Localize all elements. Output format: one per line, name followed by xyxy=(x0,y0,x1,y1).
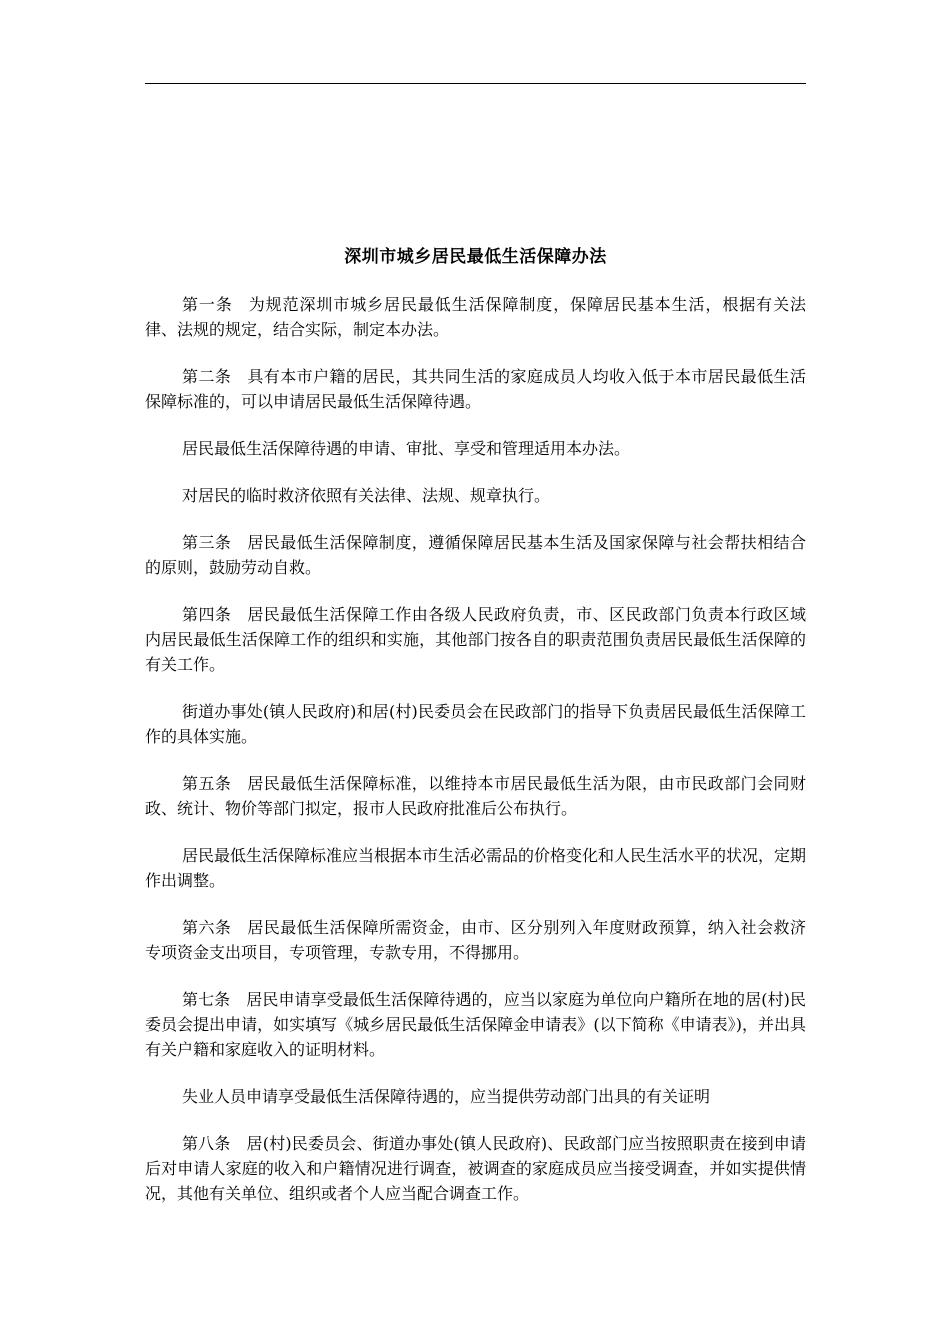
header-rule xyxy=(145,83,806,84)
paragraph-article-7-unemployed xyxy=(145,1084,806,1109)
paragraph-article-2-relief xyxy=(145,483,806,508)
paragraph-text: 具有本市户籍的居民，其共同生活的家庭成员人均收入低于本市居民最低生活保障标准的，可以申请居民最低生活保障待遇。 xyxy=(145,367,806,411)
document-title: 深圳市城乡居民最低生活保障办法 xyxy=(344,247,607,267)
paragraph-article-4 xyxy=(145,602,806,677)
paragraph-article-6 xyxy=(145,915,806,965)
article-number: 第八条 xyxy=(182,1134,231,1153)
paragraph-text: 失业人员申请享受最低生活保障待遇的，应当提供劳动部门出具的有关证明 xyxy=(182,1087,711,1106)
paragraph-text: 居民最低生活保障待遇的申请、审批、享受和管理适用本办法。 xyxy=(182,439,631,458)
paragraph-article-1 xyxy=(145,292,806,342)
paragraph-text: 居民最低生活保障所需资金，由市、区分别列入年度财政预算，纳入社会救济专项资金支出项目，专项管理，专款专用，不得挪用。 xyxy=(145,918,806,962)
paragraph-article-2-scope xyxy=(145,436,806,461)
paragraph-article-5 xyxy=(145,771,806,821)
article-number: 第二条 xyxy=(182,367,232,386)
article-number: 第一条 xyxy=(182,295,233,314)
article-number: 第六条 xyxy=(182,918,232,937)
paragraph-article-8 xyxy=(145,1131,806,1206)
paragraph-text: 居民申请享受最低生活保障待遇的，应当以家庭为单位向户籍所在地的居(村)民委员会提出申请，如实填写《城乡居民最低生活保障金申请表》(以下简称《申请表》)，并出具有关户籍和家庭收入的证明材料。 xyxy=(145,990,806,1059)
paragraph-article-7 xyxy=(145,987,806,1062)
paragraph-article-2 xyxy=(145,364,806,414)
paragraph-article-4-street xyxy=(145,699,806,749)
paragraph-text: 居民最低生活保障标准应当根据本市生活必需品的价格变化和人民生活水平的状况，定期作出调整。 xyxy=(145,846,807,890)
paragraph-text: 对居民的临时救济依照有关法律、法规、规章执行。 xyxy=(182,486,551,505)
article-number: 第七条 xyxy=(182,990,231,1009)
paragraph-text: 居民最低生活保障标准，以维持本市居民最低生活为限，由市民政部门会同财政、统计、物价等部门拟定，报市人民政府批准后公布执行。 xyxy=(145,774,806,818)
paragraph-text: 为规范深圳市城乡居民最低生活保障制度，保障居民基本生活，根据有关法律、法规的规定，结合实际，制定本办法。 xyxy=(145,295,806,339)
paragraph-text: 街道办事处(镇人民政府)和居(村)民委员会在民政部门的指导下负责居民最低生活保障工作的具体实施。 xyxy=(145,702,806,746)
paragraph-text: 居民最低生活保障工作由各级人民政府负责，市、区民政部门负责本行政区域内居民最低生活保障工作的组织和实施，其他部门按各自的职责范围负责居民最低生活保障的有关工作。 xyxy=(145,605,806,674)
article-number: 第三条 xyxy=(182,533,232,552)
paragraph-article-3 xyxy=(145,530,806,580)
document-body xyxy=(145,244,806,1228)
article-number: 第四条 xyxy=(182,605,232,624)
paragraph-text: 居民最低生活保障制度，遵循保障居民基本生活及国家保障与社会帮扶相结合的原则，鼓励劳动自救。 xyxy=(145,533,806,577)
paragraph-article-5-adjust xyxy=(145,843,806,893)
article-number: 第五条 xyxy=(182,774,232,793)
paragraph-text: 居(村)民委员会、街道办事处(镇人民政府)、民政部门应当按照职责在接到申请后对申请人家庭的收入和户籍情况进行调查，被调查的家庭成员应当接受调查，并如实提供情况，其他有关单位、组织或者个人应当配合调查工作。 xyxy=(145,1134,806,1203)
